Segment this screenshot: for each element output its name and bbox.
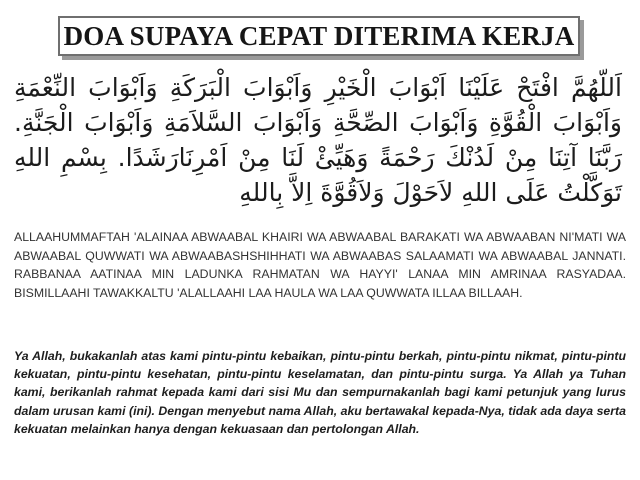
arabic-prayer-text: اَللّهُمَّ افْتَحْ عَلَيْنَا اَبْوَابَ الْخَيْرِ وَاَبْوَابَ الْبَرَكَةِ وَاَبْوَابَ النِّعْمَةِ وَاَبْوَابَ الْقُوَّةِ وَاَبْوَابَ الصِّحَّةِ وَاَبْوَابَ السَّلاَمَةِ وَاَبْوَابَ الْجَنَّةِ. رَبَّنَا آتِنَا مِنْ لَدُنْكَ رَحْمَةً وَهَيِّئْ لَنَا مِنْ اَمْرِنَارَشَدًا. بِسْمِ اللهِ تَوَكَّلْتُ عَلَى اللهِ لاَحَوْلَ وَلاَقُوَّةَ اِلاَّ بِاللهِ (14, 73, 622, 207)
page-title: DOA SUPAYA CEPAT DITERIMA KERJA (63, 20, 575, 51)
transliteration-paragraph: ALLAAHUMMAFTAH 'ALAINAA ABWAABAL KHAIRI WA ABWAABAL BARAKATI WA ABWAABAN NI'MATI WA ABWAABAL QUWWATI WA ABWAABASHSHIHHATI WA ABWAABAS SALAAMATI WA ABWAABAL JANNATI. RABBANAA AATINAA MIN LADUNKA RAHMATAN WA HAYYI' LANAA MIN AMRINAA RASYADAA. BISMILLAAHI TAWAKKALTU 'ALALLAAHI LAA HAULA WA LAA QUWWATA ILLAA BILLAAH. (14, 230, 626, 300)
title-banner (58, 16, 580, 56)
translation-paragraph: Ya Allah, bukakanlah atas kami pintu-pintu kebaikan, pintu-pintu berkah, pintu-pintu nikmat, pintu-pintu kekuatan, pintu-pintu kesehatan, pintu-pintu keselamatan, dan pintu-pintu surga. Ya Allah ya Tuhan kami, berikanlah rahmat kepada kami dari sisi Mu dan sempurnakanlah bagi kami petunjuk yang lurus dalam urusan kami (ini). Dengan menyebut nama Allah, aku bertawakal kepada-Nya, tidak ada daya serta kekuatan melainkan hanya dengan kekuasaan dan pertolongan Allah. (14, 349, 626, 436)
